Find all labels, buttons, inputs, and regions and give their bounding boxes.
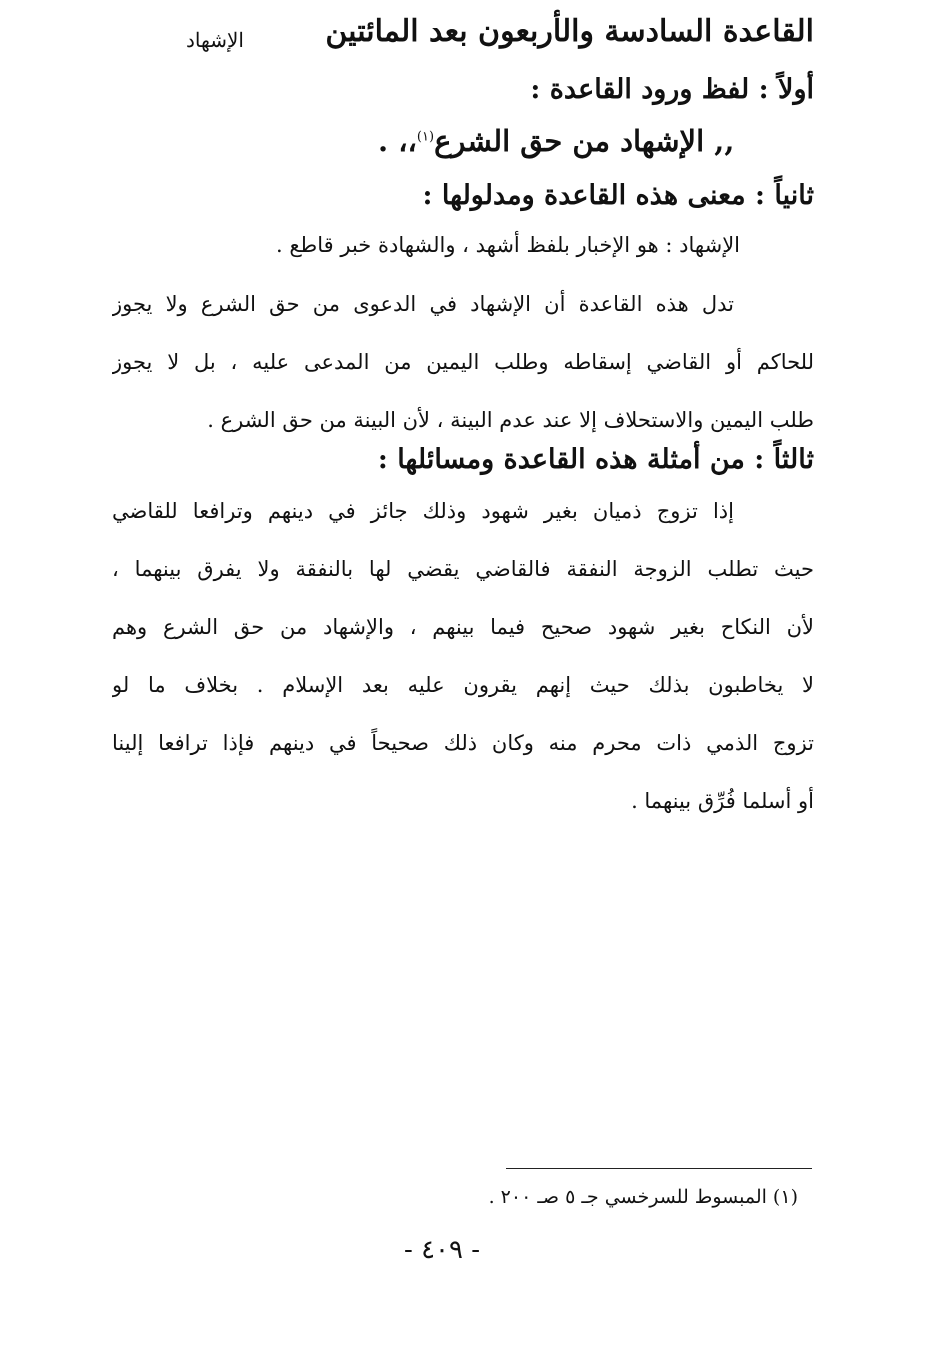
- definition-line: الإشهاد : هو الإخبار بلفظ أشهد ، والشهادة خبر قاطع .: [276, 233, 740, 257]
- rule-quote-end: ،، .: [378, 124, 417, 158]
- paragraph-line: أو أسلما فُرِّق بينهما .: [631, 789, 814, 813]
- section-heading-3: ثالثاً : من أمثلة هذه القاعدة ومسائلها :: [377, 444, 814, 475]
- paragraph-line: حيث تطلب الزوجة النفقة فالقاضي يقضي لها بالنفقة ولا يفرق بينهما ،: [112, 557, 814, 581]
- footnote: (١) المبسوط للسرخسي جـ ٥ صـ ٢٠٠ .: [488, 1186, 798, 1208]
- paragraph-line: طلب اليمين والاستحلاف إلا عند عدم البينة ، لأن البينة من حق الشرع .: [207, 408, 814, 432]
- paragraph-line: تدل هذه القاعدة أن الإشهاد في الدعوى من حق الشرع ولا يجوز: [112, 292, 734, 316]
- meaning-paragraph: [112, 275, 814, 449]
- page-header-topic: الإشهاد: [186, 28, 244, 52]
- paragraph-line: للحاكم أو القاضي إسقاطه وطلب اليمين من المدعى عليه ، بل لا يجوز: [112, 350, 814, 374]
- footnote-divider: [506, 1168, 812, 1169]
- page-number: - ٤٠٩ -: [404, 1235, 481, 1265]
- paragraph-line: لا يخاطبون بذلك حيث إنهم يقرون عليه بعد الإسلام . بخلاف ما لو: [112, 673, 814, 697]
- section-heading-1: أولاً : لفظ ورود القاعدة :: [530, 74, 814, 105]
- rule-quote-text: ,, الإشهاد من حق الشرع: [434, 124, 735, 158]
- rule-quote: [378, 124, 734, 158]
- footnote-marker: (١): [416, 129, 435, 145]
- paragraph-line: تزوج الذمي ذات محرم منه وكان ذلك صحيحاً في دينهم فإذا ترافعا إلينا: [112, 731, 814, 755]
- paragraph-line: إذا تزوج ذميان بغير شهود وذلك جائز في دينهم وترافعا للقاضي: [112, 499, 734, 523]
- section-heading-2: ثانياً : معنى هذه القاعدة ومدلولها :: [422, 180, 814, 211]
- page-header-title: القاعدة السادسة والأربعون بعد المائتين: [325, 14, 814, 49]
- examples-paragraph: [112, 482, 814, 830]
- paragraph-line: لأن النكاح بغير شهود صحيح فيما بينهم ، والإشهاد من حق الشرع وهم: [112, 615, 814, 639]
